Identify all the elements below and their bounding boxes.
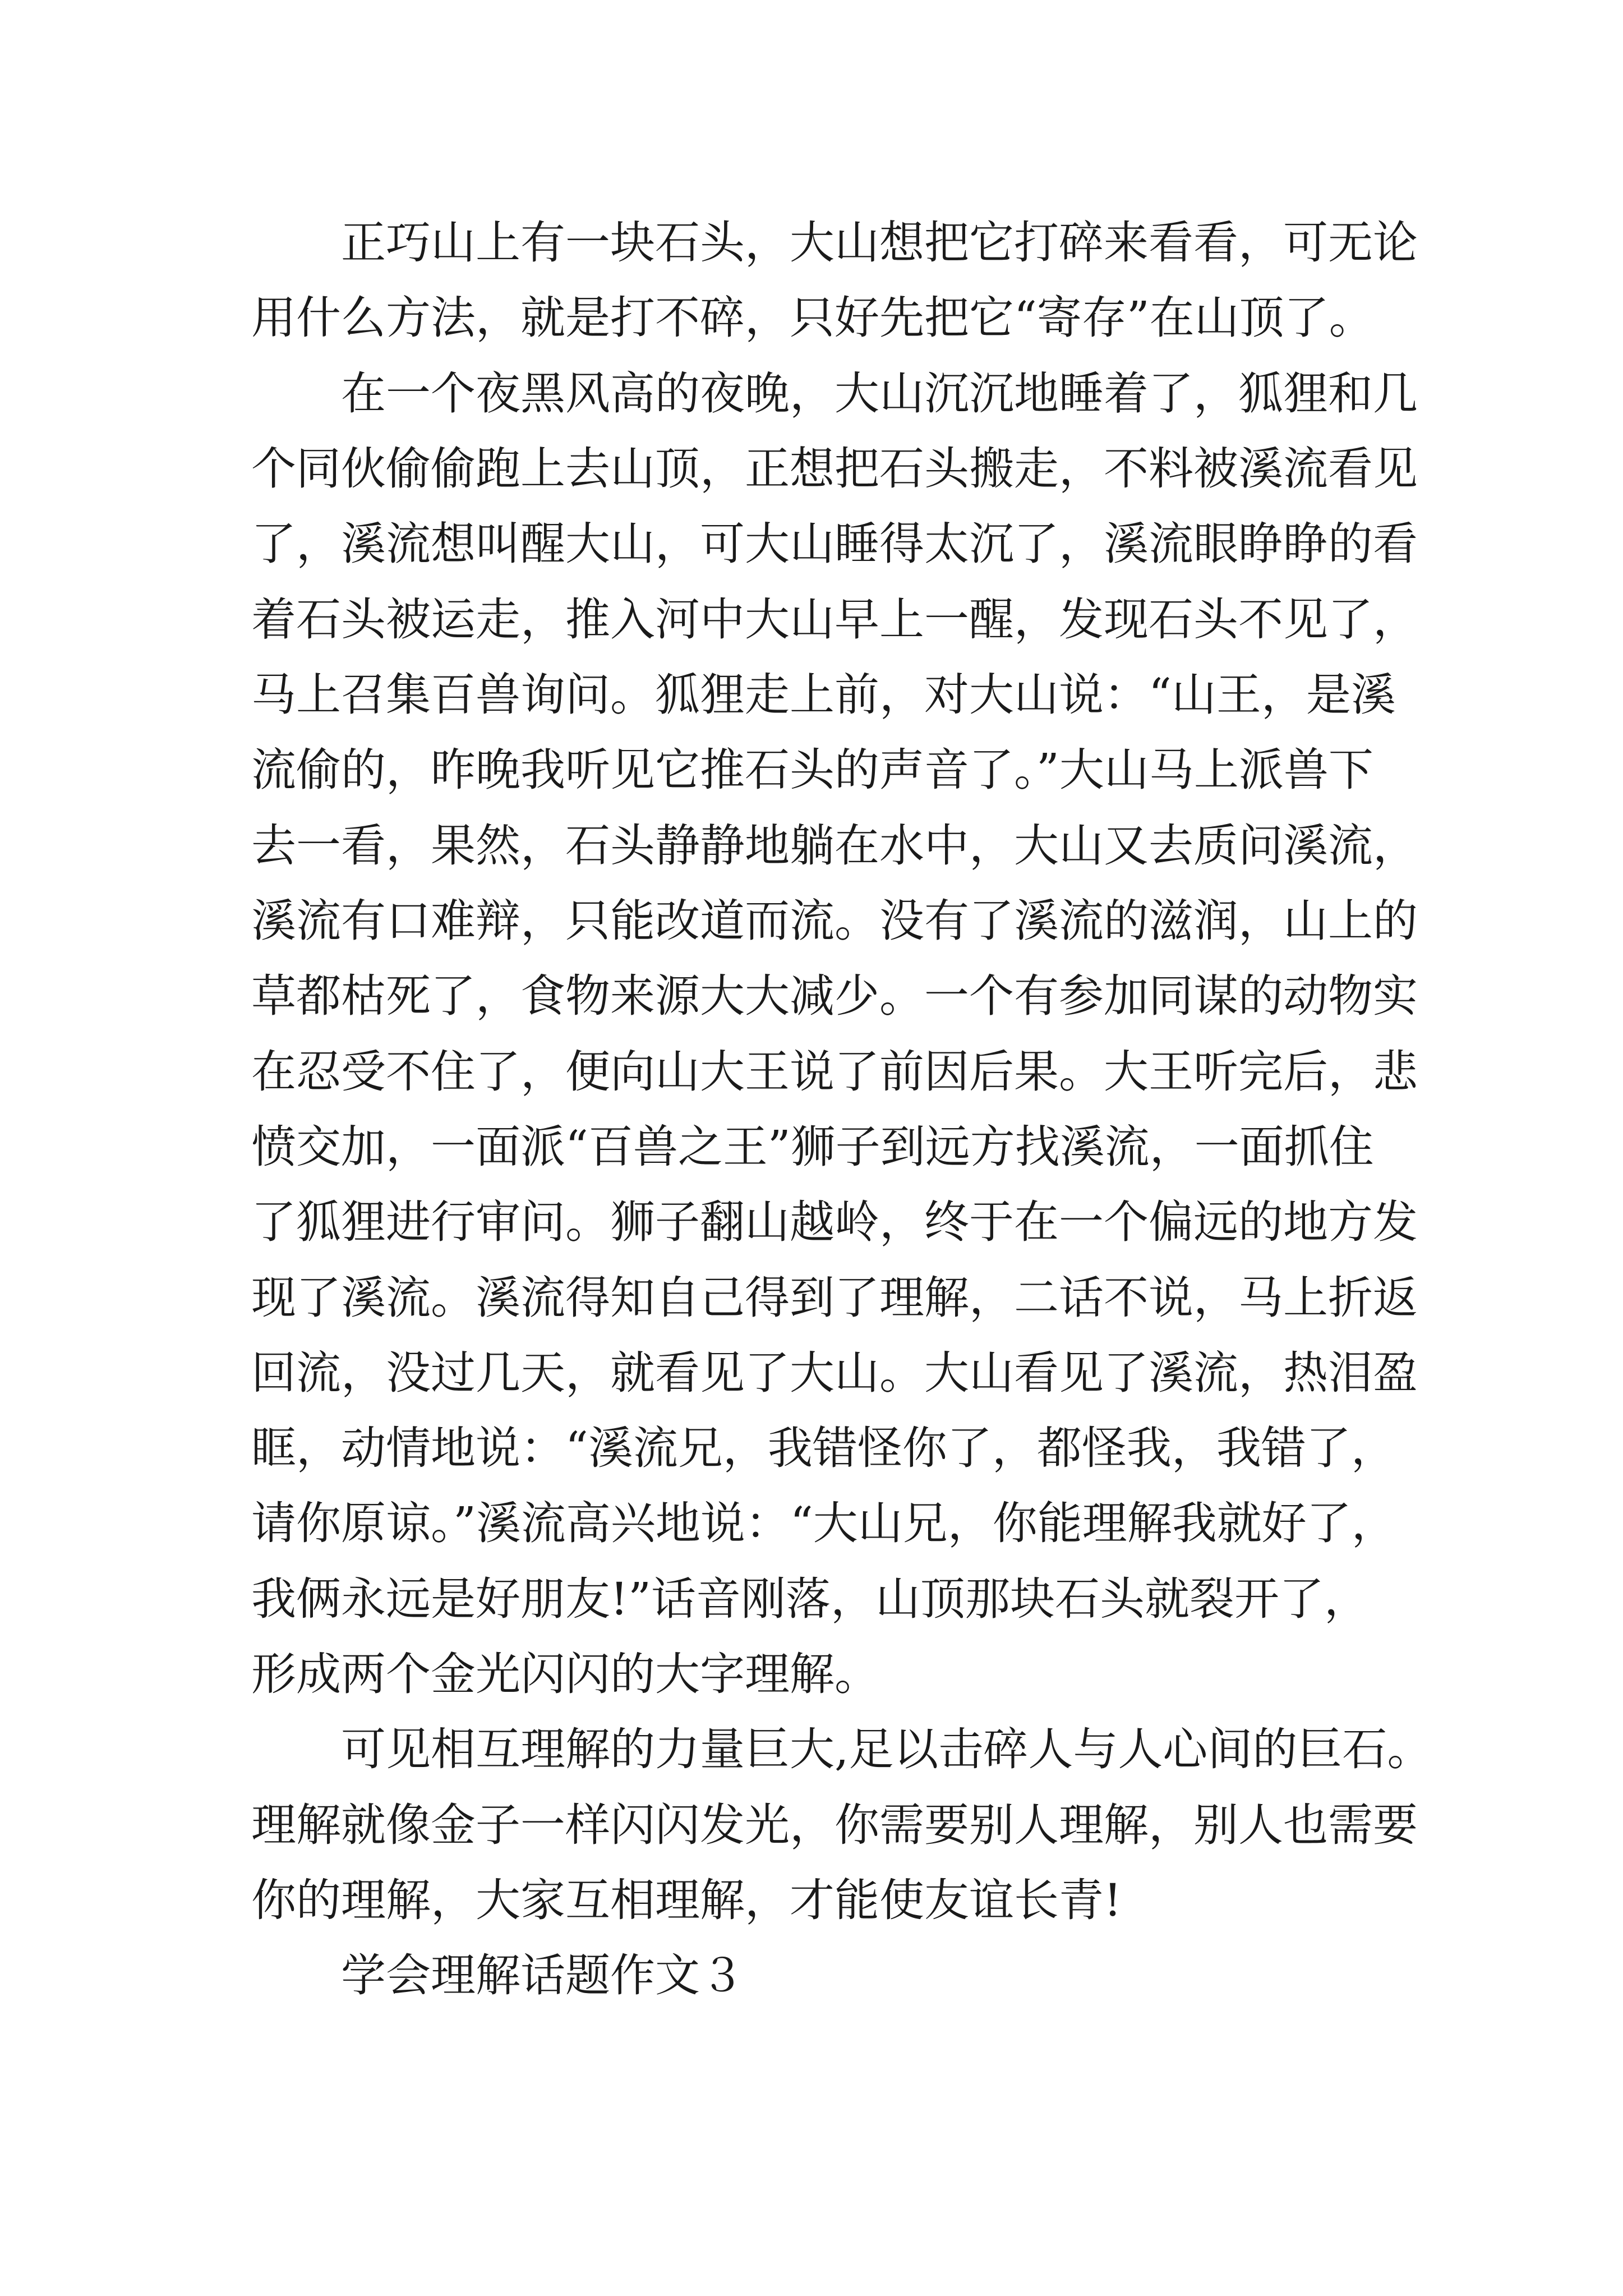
paragraph-2-line-7: 去一看，果然，石头静静地躺在水中，大山又去质问溪流， <box>251 820 1418 872</box>
paragraph-2-line-2: 个同伙偷偷跑上去山顶，正想把石头搬走，不料被溪流看见 <box>251 443 1418 495</box>
paragraph-3-line-2: 理解就像金子一样闪闪发光，你需要别人理解，别人也需要 <box>251 1799 1418 1851</box>
paragraph-2-line-15: 眶，动情地说：“溪流兄，我错怪你了，都怪我，我错了， <box>251 1422 1396 1474</box>
paragraph-2-line-6: 流偷的，昨晚我听见它推石头的声音了。”大山马上派兽下 <box>251 744 1373 796</box>
paragraph-1-line-1: 正巧山上有一块石头，大山想把它打碎来看看，可无论 <box>341 217 1418 269</box>
section-heading: 学会理解话题作文３ <box>341 1949 745 2001</box>
paragraph-2-line-9: 草都枯死了，食物来源大大减少。一个有参加同谋的动物实 <box>251 970 1418 1022</box>
paragraph-2-line-13: 现了溪流。溪流得知自己得到了理解，二话不说，马上折返 <box>251 1272 1418 1324</box>
paragraph-2-line-18: 形成两个金光闪闪的大字理解。 <box>251 1648 879 1700</box>
paragraph-2-line-4: 着石头被运走，推入河中大山早上一醒，发现石头不见了， <box>251 593 1418 646</box>
paragraph-2-line-5: 马上召集百兽询问。狐狸走上前，对大山说：“山王，是溪 <box>251 669 1396 721</box>
paragraph-2-line-16: 请你原谅。”溪流高兴地说：“大山兄，你能理解我就好了， <box>251 1497 1396 1549</box>
paragraph-2-line-1: 在一个夜黑风高的夜晚，大山沉沉地睡着了，狐狸和几 <box>341 367 1418 420</box>
paragraph-3-line-1: 可见相互理解的力量巨大,足以击碎人与人心间的巨石。 <box>341 1723 1432 1775</box>
paragraph-1-line-2: 用什么方法，就是打不碎，只好先把它“寄存”在山顶了。 <box>251 292 1374 344</box>
paragraph-2-line-8: 溪流有口难辩，只能改道而流。没有了溪流的滋润，山上的 <box>251 895 1418 947</box>
paragraph-2-line-14: 回流，没过几天，就看见了大山。大山看见了溪流，热泪盈 <box>251 1347 1418 1399</box>
paragraph-2-line-11: 愤交加，一面派“百兽之王”狮子到远方找溪流，一面抓住 <box>251 1121 1374 1173</box>
paragraph-2-line-17: 我俩永远是好朋友!”话音刚落，山顶那块石头就裂开了， <box>251 1573 1370 1625</box>
paragraph-3-line-3: 你的理解，大家互相理解，才能使友谊长青! <box>251 1874 1122 1926</box>
paragraph-2-line-12: 了狐狸进行审问。狮子翻山越岭，终于在一个偏远的地方发 <box>251 1196 1418 1248</box>
paragraph-2-line-3: 了，溪流想叫醒大山，可大山睡得太沉了，溪流眼睁睁的看 <box>251 518 1418 570</box>
paragraph-2-line-10: 在忍受不住了，便向山大王说了前因后果。大王听完后，悲 <box>251 1046 1418 1098</box>
